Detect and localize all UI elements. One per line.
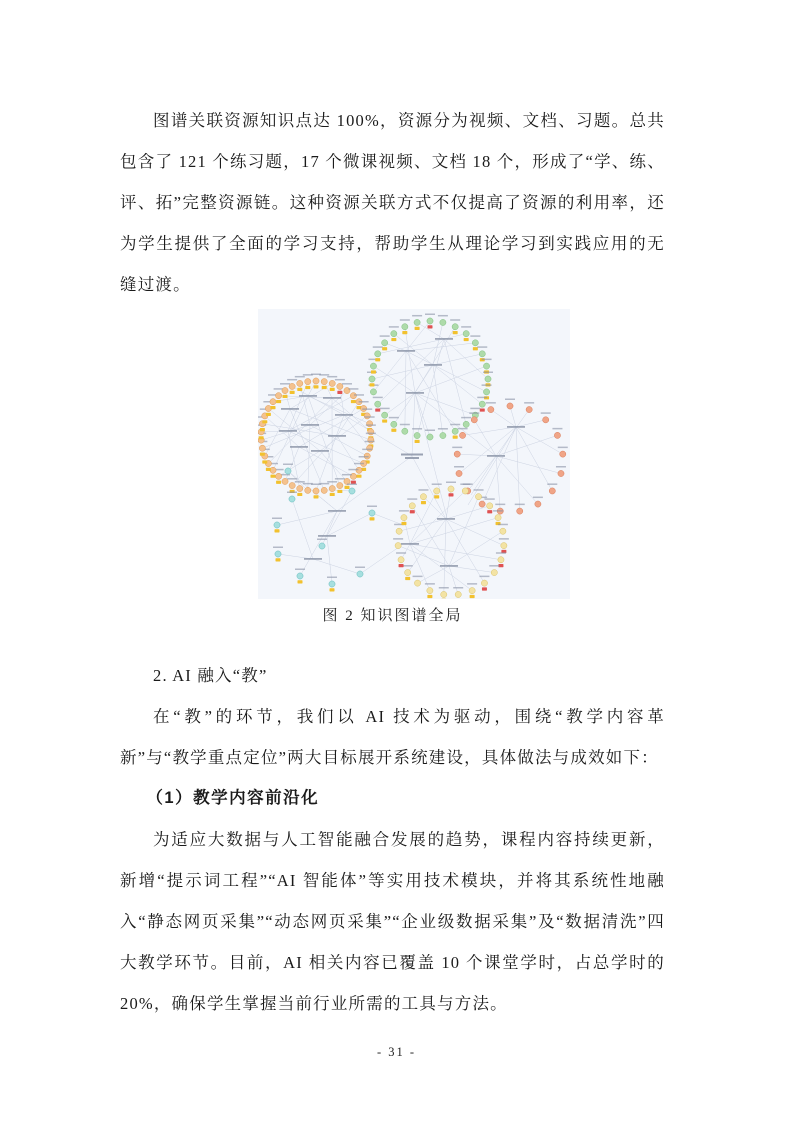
paragraph-resource-link: 图谱关联资源知识点达 100%，资源分为视频、文档、习题。总共包含了 121 个练习题，17 个微课视频、文档 18 个，形成了“学、练、评、拓”完整资源链。这种资源关联方式不仅提高了资源的利用率，还为学生提供了全面的学习支持，帮助学生从理论学习到实践应用的无缝过渡。	[120, 111, 665, 294]
paragraph-teaching-intro: 在“教”的环节，我们以 AI 技术为驱动，围绕“教学内容革新”与“教学重点定位”两大目标展开系统建设，具体做法与成效如下：	[120, 707, 665, 767]
figure-knowledge-graph	[120, 309, 665, 631]
paragraph-content-update: 为适应大数据与人工智能融合发展的趋势，课程内容持续更新，新增“提示词工程”“AI 智能体”等实用技术模块，并将其系统性地融入“静态网页采集”“动态网页采集”“企业级数据采集”及“数据清洗”四大教学环节。目前，AI 相关内容已覆盖 10 个课堂学时，占总学时的 20%，确保学生掌握当前行业所需的工具与方法。	[120, 830, 665, 1013]
figure-caption: 图 2 知识图谱全局	[322, 608, 463, 624]
knowledge-graph-image	[258, 309, 570, 599]
page-number: - 31 -	[376, 1045, 417, 1059]
section-heading-2: 2. AI 融入“教”	[153, 666, 268, 685]
subsection-heading-1: （1）教学内容前沿化	[146, 789, 320, 807]
knowledge-graph-svg	[258, 309, 570, 599]
